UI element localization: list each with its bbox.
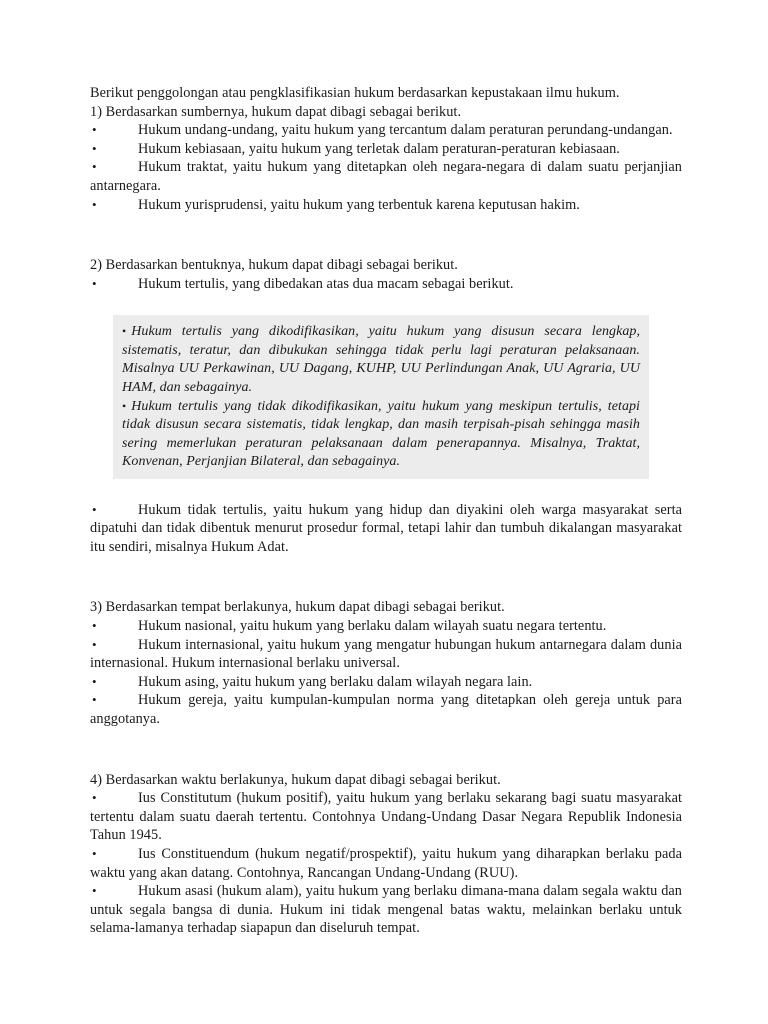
bullet-icon: •	[92, 501, 97, 517]
list-item-text: Hukum tertulis, yang dibedakan atas dua macam sebagai berikut.	[138, 275, 514, 292]
section-1-heading: 1) Berdasarkan sumbernya, hukum dapat dibagi sebagai berikut.	[90, 103, 462, 120]
list-item	[90, 196, 682, 215]
bullet-icon: •	[92, 140, 97, 156]
callout-item	[122, 397, 640, 472]
list-item-text: Hukum traktat, yaitu hukum yang ditetapkan oleh negara-negara di dalam suatu perjanjian antarnegara.	[90, 159, 682, 194]
list-item	[90, 501, 682, 557]
list-item-text: Hukum asing, yaitu hukum yang berlaku dalam wilayah negara lain.	[138, 673, 533, 690]
callout-item-text: Hukum tertulis yang dikodifikasikan, yaitu hukum yang disusun secara lengkap, sistematis, teratur, dan dibukukan sehingga tidak perlu lagi peraturan pelaksanaan. Misalnya UU Perkawinan, UU Dagang, KUHP, UU Perlindungan Anak, UU Agraria, UU HAM, dan sebagainya.	[122, 324, 640, 395]
list-item-text: Hukum undang-undang, yaitu hukum yang tercantum dalam peraturan perundang-undangan.	[138, 122, 673, 139]
callout-item	[122, 322, 640, 397]
list-item-text: Hukum asasi (hukum alam), yaitu hukum yang berlaku dimana-mana dalam segala waktu dan untuk segala bangsa di dunia. Hukum ini tidak mengenal batas waktu, melainkan berlaku untuk selama-lamanya terhadap siapapun dan diseluruh tempat.	[90, 883, 682, 937]
bullet-icon: •	[92, 617, 97, 633]
list-item-text: Hukum nasional, yaitu hukum yang berlaku dalam wilayah suatu negara tertentu.	[138, 617, 607, 634]
bullet-icon: •	[92, 275, 97, 291]
list-item	[90, 691, 682, 728]
section-4	[90, 771, 682, 938]
list-item-text: Hukum kebiasaan, yaitu hukum yang terletak dalam peraturan-peraturan kebiasaan.	[138, 140, 620, 157]
bullet-icon: •	[92, 845, 97, 861]
document-body	[90, 84, 682, 938]
list-item-text: Hukum gereja, yaitu kumpulan-kumpulan norma yang ditetapkan oleh gereja untuk para anggotanya.	[90, 692, 682, 727]
callout-gap-top	[90, 293, 682, 315]
intro-paragraph: Berikut penggolongan atau pengklasifikasian hukum berdasarkan kepustakaan ilmu hukum.	[90, 85, 620, 101]
callout-item-text: Hukum tertulis yang tidak dikodifikasikan, yaitu hukum yang meskipun tertulis, tetapi tidak disusun secara sistematis, tidak lengkap, dan masih terpisah-pisah sehingga masih sering memerlukan peraturan pelaksanaan dalam penerapannya. Misalnya, Traktat, Konvenan, Perjanjian Bilateral, dan sebagainya.	[122, 398, 640, 470]
bullet-icon: •	[92, 159, 97, 175]
section-4-heading: 4) Berdasarkan waktu berlakunya, hukum dapat dibagi sebagai berikut.	[90, 771, 501, 788]
callout-gap-bottom	[90, 479, 682, 501]
bullet-icon: •	[92, 196, 97, 212]
list-item-text: Hukum internasional, yaitu hukum yang mengatur hubungan hukum antarnegara dalam dunia internasional. Hukum internasional berlaku universal.	[90, 636, 682, 672]
list-item	[90, 845, 682, 882]
bullet-icon: •	[92, 790, 97, 806]
section-1	[90, 103, 682, 215]
bullet-icon: •	[92, 636, 97, 652]
section-gap	[90, 729, 682, 771]
section-3-heading: 3) Berdasarkan tempat berlakunya, hukum dapat dibagi sebagai berikut.	[90, 599, 505, 616]
section-2-heading: 2) Berdasarkan bentuknya, hukum dapat dibagi sebagai berikut.	[90, 257, 458, 274]
list-item	[90, 789, 682, 845]
list-item	[90, 882, 682, 938]
bullet-icon: •	[122, 324, 127, 339]
section-gap	[90, 214, 682, 256]
section-gap	[90, 556, 682, 598]
bullet-icon: •	[92, 883, 97, 899]
list-item	[90, 158, 682, 195]
list-item-text: Hukum tidak tertulis, yaitu hukum yang hidup dan diyakini oleh warga masyarakat serta dipatuhi dan tidak dibentuk menurut prosedur formal, tetapi lahir dan tumbuh dikalangan masyarakat itu sendiri, misalnya Hukum Adat.	[90, 501, 682, 555]
section-2	[90, 256, 682, 556]
highlighted-callout-box	[113, 315, 649, 478]
list-item	[90, 140, 682, 159]
bullet-icon: •	[92, 673, 97, 689]
section-3	[90, 598, 682, 728]
list-item	[90, 275, 682, 294]
bullet-icon: •	[92, 692, 97, 708]
bullet-icon: •	[122, 398, 127, 413]
list-item	[90, 121, 682, 140]
list-item-text: Ius Constitutum (hukum positif), yaitu hukum yang berlaku sekarang bagi suatu masyarakat tertentu dalam suatu daerah tertentu. Contohnya Undang-Undang Dasar Negara Republik Indonesia Tahun 1945.	[90, 790, 682, 844]
list-item-text: Hukum yurisprudensi, yaitu hukum yang terbentuk karena keputusan hakim.	[138, 196, 580, 213]
list-item	[90, 673, 682, 692]
list-item	[90, 617, 682, 636]
bullet-icon: •	[92, 122, 97, 138]
list-item	[90, 636, 682, 673]
list-item-text: Ius Constituendum (hukum negatif/prospektif), yaitu hukum yang diharapkan berlaku pada waktu yang akan datang. Contohnya, Rancangan Undang-Undang (RUU).	[90, 845, 682, 881]
